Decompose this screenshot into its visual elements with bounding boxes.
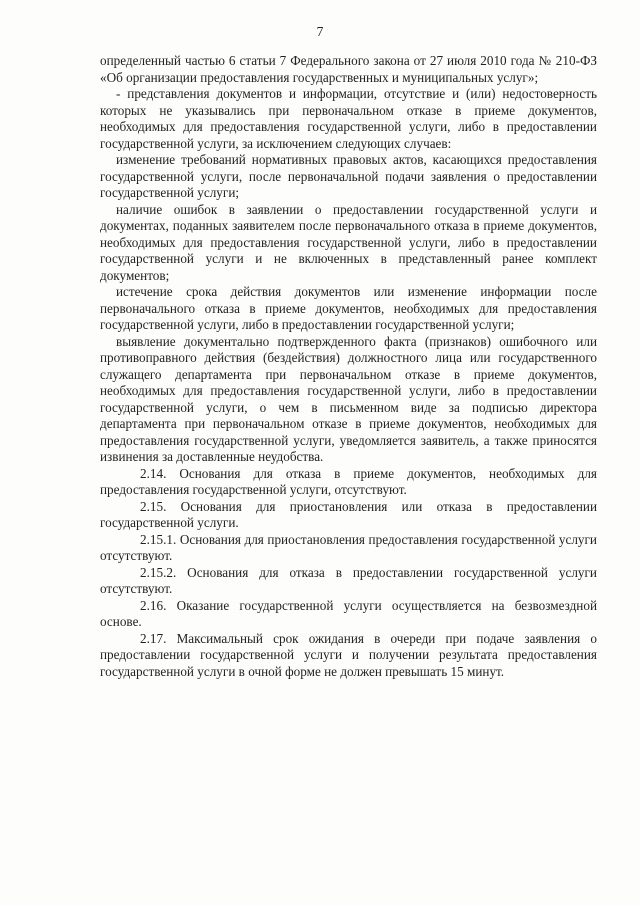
- paragraph: изменение требований нормативных правовых актов, касающихся предоставления государственной услуги, после первоначальной подачи заявления о предоставлении государственной услуги;: [100, 152, 597, 200]
- document-body: [100, 53, 597, 680]
- paragraph: 2.15. Основания для приостановления или отказа в предоставлении государственной услуги.: [100, 498, 597, 530]
- paragraph: 2.16. Оказание государственной услуги осуществляется на безвозмездной основе.: [100, 597, 597, 629]
- paragraph: - представления документов и информации, отсутствие и (или) недостоверность которых не указывались при первоначальном отказе в приеме документов, необходимых для предоставления государственной услуги, либо в предоставлении государственной услуги, за исключением следующих случаев:: [100, 86, 597, 151]
- paragraph: наличие ошибок в заявлении о предоставлении государственной услуги и документах, поданных заявителем после первоначального отказа в приеме документов, необходимых для предоставления государственной услуги, либо в предоставлении государственной услуги и не включенных в представленный ранее комплект документов;: [100, 201, 597, 283]
- paragraph: выявление документально подтвержденного факта (признаков) ошибочного или противоправного действия (бездействия) должностного лица или государственного служащего департамента при первоначальном отказе в приеме документов, необходимых для предоставления государственной услуги, либо в предоставлении государственной услуги, о чем в письменном виде за подписью директора департамента при первоначальном отказе в приеме документов, необходимых для предоставления государственной услуги, уведомляется заявитель, а также приносятся извинения за доставленные неудобства.: [100, 333, 597, 464]
- paragraph: определенный частью 6 статьи 7 Федерального закона от 27 июля 2010 года № 210-ФЗ «Об организации предоставления государственных и муниципальных услуг»;: [100, 53, 597, 85]
- paragraph: истечение срока действия документов или изменение информации после первоначального отказа в приеме документов, необходимых для предоставления государственной услуги, либо в предоставлении государственной услуги;: [100, 284, 597, 332]
- paragraph: 2.17. Максимальный срок ожидания в очереди при подаче заявления о предоставлении государственной услуги и получении результата предоставления государственной услуги в очной форме не должен превышать 15 минут.: [100, 630, 597, 679]
- paragraph: 2.14. Основания для отказа в приеме документов, необходимых для предоставления государственной услуги, отсутствуют.: [100, 465, 597, 497]
- paragraph: 2.15.2. Основания для отказа в предоставлении государственной услуги отсутствуют.: [100, 564, 597, 596]
- page-number: 7: [316, 24, 324, 39]
- paragraph: 2.15.1. Основания для приостановления предоставления государственной услуги отсутствуют.: [100, 531, 597, 563]
